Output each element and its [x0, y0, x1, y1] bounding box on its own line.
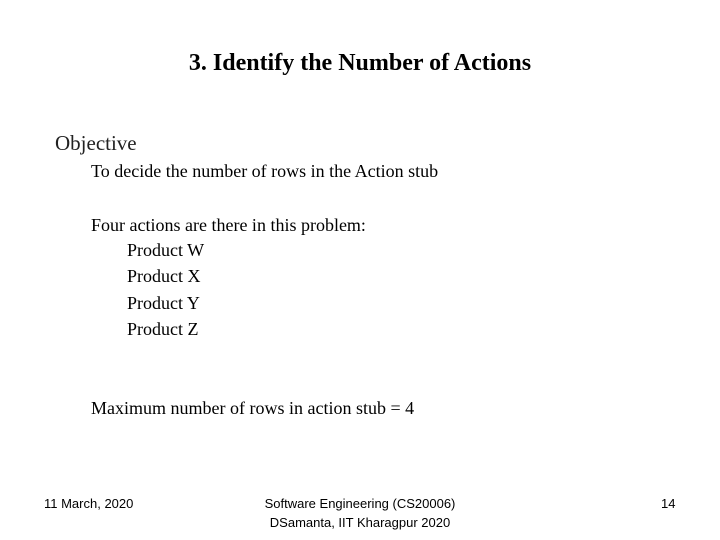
- footer-date: 11 March, 2020: [44, 496, 134, 511]
- slide-title: 3. Identify the Number of Actions: [188, 50, 532, 76]
- objective-heading: Objective: [55, 131, 137, 155]
- conclusion-text: Maximum number of rows in action stub = 4: [91, 398, 415, 418]
- footer-page-number: 14: [661, 496, 676, 511]
- objective-description: To decide the number of rows in the Action stub: [91, 161, 439, 181]
- footer-author: DSamanta, IIT Kharagpur 2020: [269, 515, 451, 530]
- action-item-product-y: Product Y: [127, 293, 200, 313]
- actions-intro: Four actions are there in this problem:: [91, 215, 366, 235]
- action-item-product-w: Product W: [127, 240, 205, 260]
- action-item-product-x: Product X: [127, 266, 201, 286]
- footer-course-title: Software Engineering (CS20006): [264, 496, 456, 511]
- footer-course: [240, 494, 480, 532]
- action-item-product-z: Product Z: [127, 319, 199, 339]
